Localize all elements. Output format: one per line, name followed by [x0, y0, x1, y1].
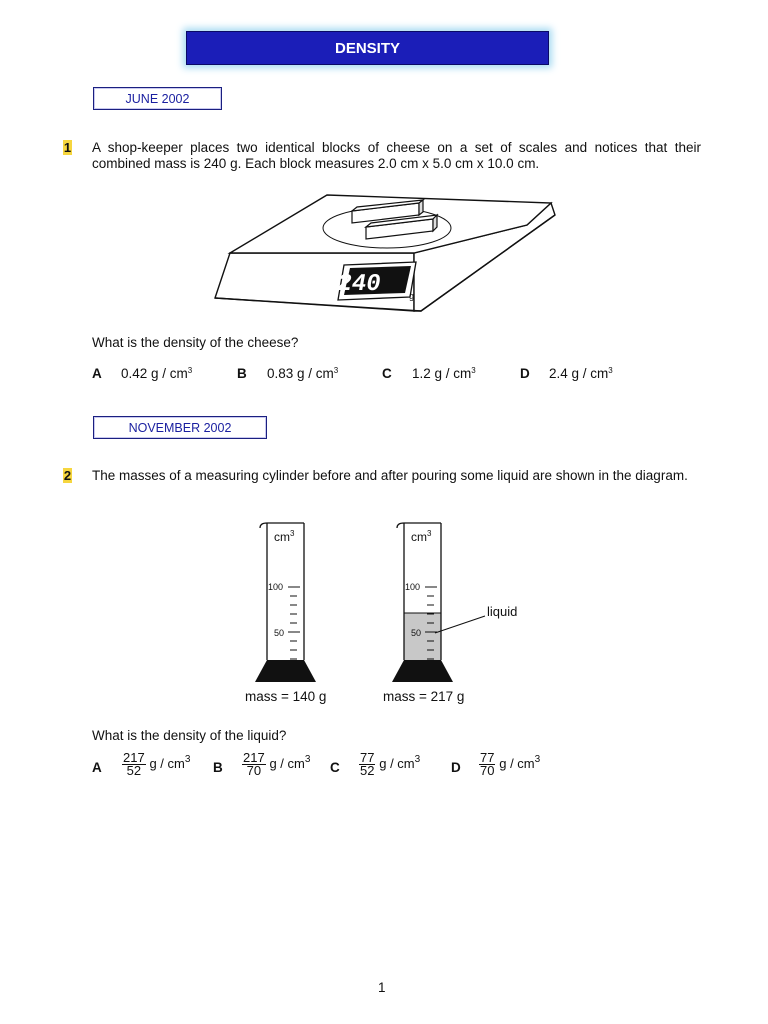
scale-display-unit: g — [409, 291, 415, 301]
q2-option-b-letter: B — [213, 760, 223, 775]
q1-option-a-letter: A — [92, 366, 102, 381]
q2-option-d-letter: D — [451, 760, 461, 775]
mass-before-label: mass = 140 g — [245, 689, 327, 704]
q2-option-c: $\frac{77}{52}$ g / $cm^3$ — [360, 750, 421, 778]
q2-option-d: $\frac{77}{70}$ g / $cm^3$ — [480, 750, 541, 778]
q1-option-c-letter: C — [382, 366, 392, 381]
cylinder-2-tick-50: 50 — [411, 628, 422, 638]
svg-text:cm3: $cm^3$ — [274, 529, 295, 544]
question-number-2: 2 — [63, 468, 72, 483]
question-1-prompt: What is the density of the cheese? — [92, 335, 299, 350]
q2-option-a: $\frac{217}{52}$ g / $cm^3$ — [123, 750, 191, 778]
svg-text:cm3: $cm^3$ — [411, 529, 432, 544]
q2-option-a-letter: A — [92, 760, 102, 775]
cylinder-1-tick-50: 50 — [274, 628, 285, 638]
cylinder-1-tick-100: 100 — [268, 582, 284, 592]
question-1-text: A shop-keeper places two identical blocks of cheese on a set of scales and notices that their combined mass is 240 g. Each block measures 2.0 cm x 5.0 cm x 10.0 cm. — [92, 140, 701, 171]
page-number: 1 — [378, 980, 386, 995]
cylinder-1-unit: cm — [274, 530, 290, 544]
question-2-text: The masses of a measuring cylinder before and after pouring some liquid are shown in the diagram. — [92, 468, 688, 483]
question-number-1: 1 — [63, 140, 72, 155]
scale-illustration — [205, 193, 570, 318]
cylinder-2-unit: cm — [411, 530, 427, 544]
mass-after-label: mass = 217 g — [383, 689, 465, 704]
cylinder-2-tick-100: 100 — [405, 582, 421, 592]
q1-option-b: 0.83 g / $cm^3$ — [267, 366, 339, 381]
q2-option-b: $\frac{217}{70}$ g / $cm^3$ — [243, 750, 311, 778]
liquid-label: liquid — [487, 604, 518, 619]
q1-option-d-letter: D — [520, 366, 530, 381]
question-2-prompt: What is the density of the liquid? — [92, 728, 287, 743]
q1-option-d: 2.4 g / $cm^3$ — [549, 366, 613, 381]
q1-option-c: 1.2 g / $cm^3$ — [412, 366, 476, 381]
scale-display-reading: 240 — [334, 271, 383, 298]
session-label-june-2002: JUNE 2002 — [93, 87, 222, 110]
page-title: DENSITY — [186, 31, 549, 65]
measuring-cylinder-empty — [240, 520, 340, 685]
q1-option-b-letter: B — [237, 366, 247, 381]
session-label-november-2002: NOVEMBER 2002 — [93, 416, 267, 439]
measuring-cylinder-with-liquid — [377, 520, 527, 685]
q1-option-a: 0.42 g / $cm^3$ — [121, 366, 193, 381]
q2-option-c-letter: C — [330, 760, 340, 775]
